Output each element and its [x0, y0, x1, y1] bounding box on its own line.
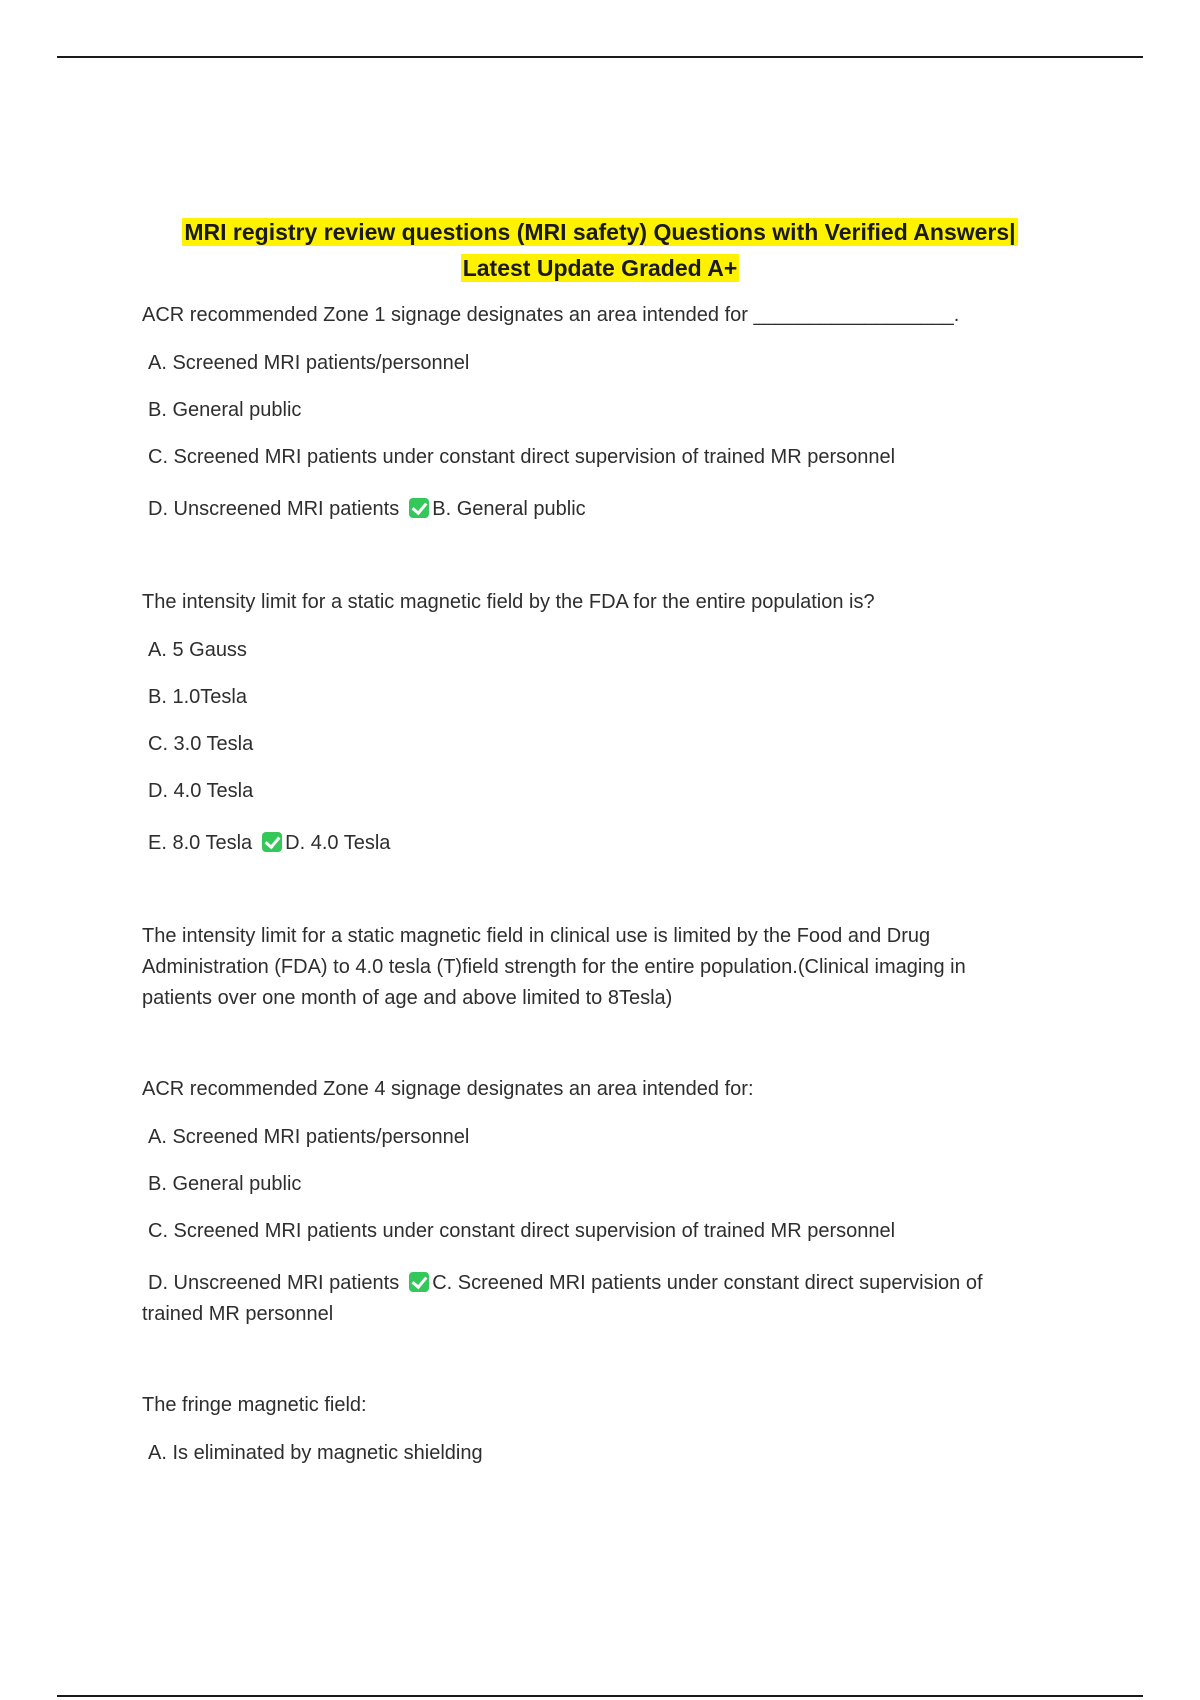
q2-option-c: C. 3.0 Tesla: [148, 733, 254, 755]
question-5: The fringe magnetic field:: [142, 1394, 367, 1416]
q5-option-a: A. Is eliminated by magnetic shielding: [148, 1442, 483, 1464]
footer-rule: [57, 1695, 1143, 1697]
check-mark-icon: [409, 1272, 429, 1292]
q1-option-b: B. General public: [148, 399, 302, 421]
q1-option-d: D. Unscreened MRI patients: [148, 498, 400, 520]
explanation-line-2: Administration (FDA) to 4.0 tesla (T)field strength for the entire population.(Clinical imaging in: [142, 956, 966, 978]
q1-option-d-with-answer: [142, 494, 1072, 524]
document-body: [142, 300, 1072, 1468]
document-title: [130, 214, 1070, 286]
check-mark-icon: [409, 498, 429, 518]
q4-option-d-with-answer: [142, 1268, 1072, 1330]
check-mark-icon: [262, 832, 282, 852]
q4-option-a: A. Screened MRI patients/personnel: [148, 1126, 470, 1148]
q2-option-e: E. 8.0 Tesla: [148, 832, 253, 854]
question-1: ACR recommended Zone 1 signage designates an area intended for __________________.: [142, 304, 960, 326]
title-line-2: Latest Update Graded A+: [462, 255, 738, 281]
q4-answer-continued: trained MR personnel: [142, 1303, 334, 1325]
q2-option-b: B. 1.0Tesla: [148, 686, 247, 708]
question-4: ACR recommended Zone 4 signage designates an area intended for:: [142, 1078, 754, 1100]
q2-option-a: A. 5 Gauss: [148, 639, 247, 661]
q1-option-a: A. Screened MRI patients/personnel: [148, 352, 470, 374]
q4-answer: C. Screened MRI patients under constant direct supervision of: [432, 1272, 983, 1294]
q2-answer: D. 4.0 Tesla: [285, 832, 391, 854]
title-line-1: MRI registry review questions (MRI safety) Questions with Verified Answers|: [184, 219, 1016, 245]
explanation-line-1: The intensity limit for a static magnetic field in clinical use is limited by the Food and Drug: [142, 925, 931, 947]
q2-option-e-with-answer: [142, 828, 1072, 858]
q1-answer: B. General public: [432, 498, 586, 520]
header-rule: [57, 56, 1143, 58]
q4-option-c: C. Screened MRI patients under constant direct supervision of trained MR personnel: [148, 1220, 896, 1242]
question-2: The intensity limit for a static magnetic field by the FDA for the entire population is?: [142, 591, 875, 613]
q4-option-d: D. Unscreened MRI patients: [148, 1272, 400, 1294]
q1-option-c: C. Screened MRI patients under constant direct supervision of trained MR personnel: [148, 446, 896, 468]
q2-option-d: D. 4.0 Tesla: [148, 780, 254, 802]
explanation-line-3: patients over one month of age and above limited to 8Tesla): [142, 987, 673, 1009]
q4-option-b: B. General public: [148, 1173, 302, 1195]
